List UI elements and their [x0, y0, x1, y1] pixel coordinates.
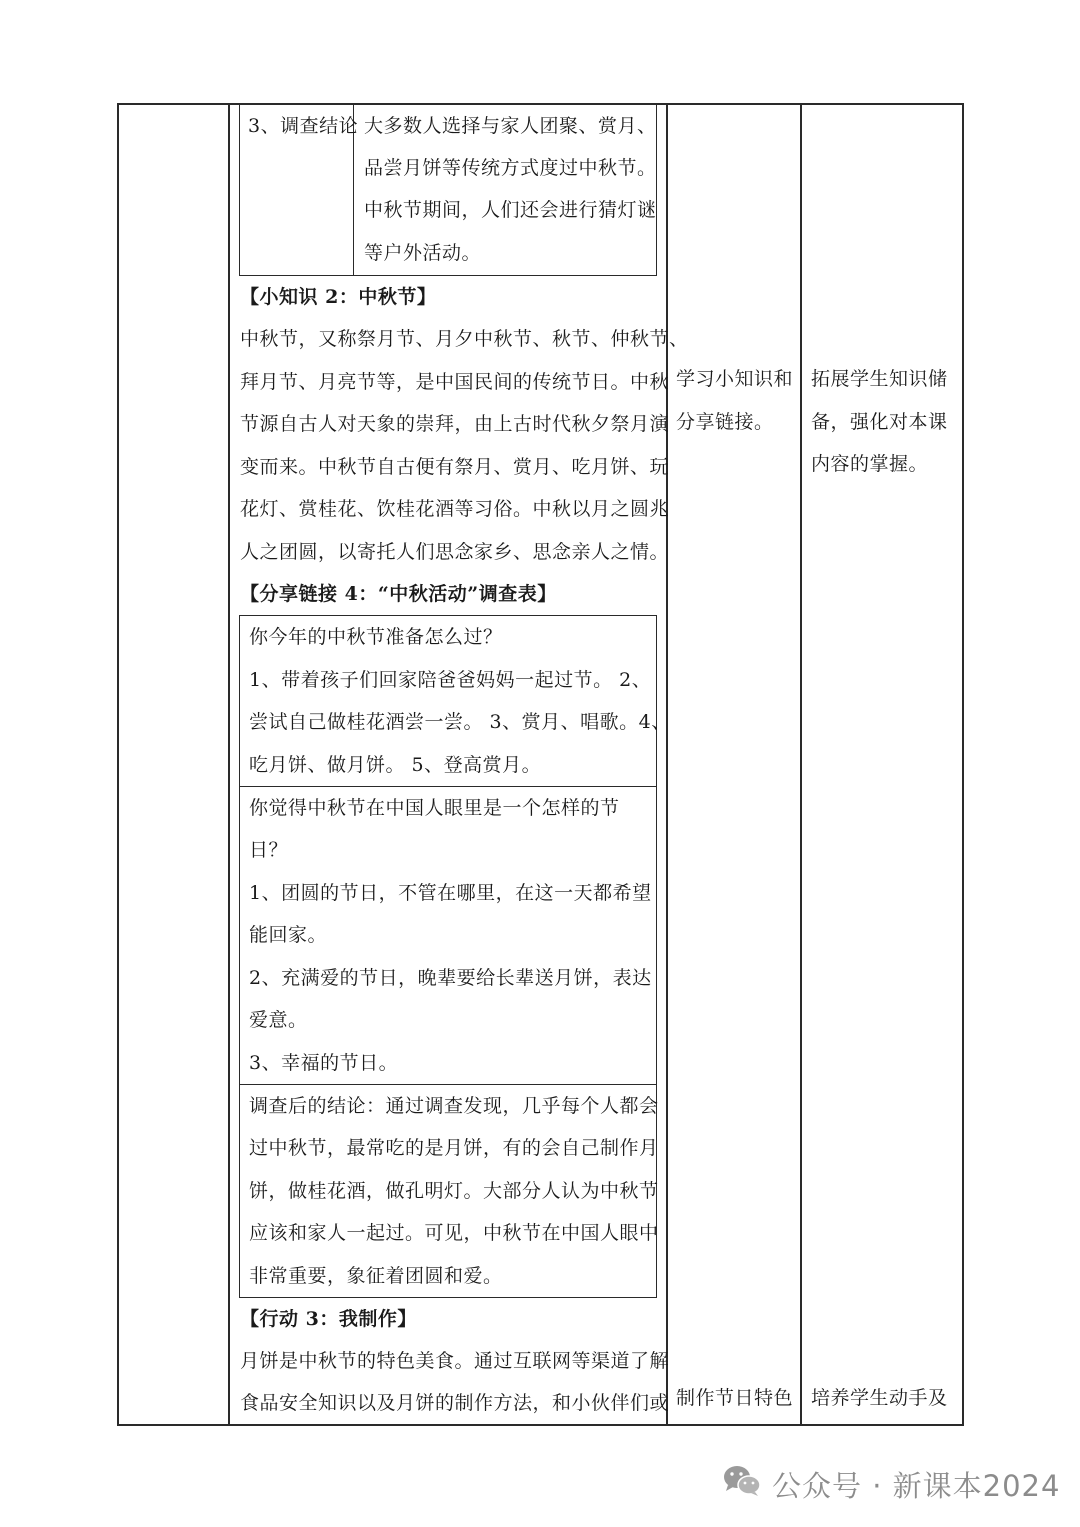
survey-line: 1、带着孩子们回家陪爸爸妈妈一起过节。 2、 [249, 669, 652, 691]
knowledge-line: 人之团圆，以寄托人们思念家乡、思念亲人之情。 [240, 541, 670, 563]
action-heading: 【行动 3：我制作】 [240, 1308, 417, 1330]
table-col-border-2 [228, 103, 230, 1425]
student-activity-line: 制作节日特色 [676, 1387, 794, 1409]
watermark [722, 1456, 1060, 1512]
survey-line: 你今年的中秋节准备怎么过？ [249, 626, 503, 648]
knowledge-heading: 【小知识 2：中秋节】 [240, 286, 437, 308]
share-heading: 【分享链接 4：“中秋活动”调查表】 [240, 583, 557, 605]
survey-line: 2、充满爱的节日，晚辈要给长辈送月饼，表达 [249, 967, 652, 989]
knowledge-line: 花灯、赏桂花、饮桂花酒等习俗。中秋以月之圆兆 [240, 498, 670, 520]
student-activity-line: 学习小知识和 [676, 368, 794, 390]
design-purpose-line: 培养学生动手及 [811, 1387, 948, 1409]
conclusion-label: 3、调查结论 [248, 115, 359, 137]
watermark-text: 公众号 · 新课本2024 [772, 1468, 1061, 1503]
action-line: 食品安全知识以及月饼的制作方法，和小伙伴们或 [240, 1392, 670, 1414]
wechat-icon [722, 1464, 762, 1505]
design-purpose-line: 内容的掌握。 [811, 453, 929, 475]
table-col-border-3 [666, 103, 668, 1425]
design-purpose-line: 备，强化对本课 [811, 411, 948, 433]
survey-line: 调查后的结论：通过调查发现，几乎每个人都会 [249, 1095, 659, 1117]
survey-line: 你觉得中秋节在中国人眼里是一个怎样的节 [249, 797, 620, 819]
table-col-border-5 [962, 103, 964, 1425]
survey-line: 非常重要，象征着团圆和爱。 [249, 1265, 503, 1287]
survey-line: 日？ [249, 839, 289, 861]
survey-line: 过中秋节，最常吃的是月饼，有的会自己制作月 [249, 1137, 659, 1159]
design-purpose-line: 拓展学生知识储 [811, 368, 948, 390]
survey-line: 能回家。 [249, 924, 328, 946]
survey-line: 应该和家人一起过。可见，中秋节在中国人眼中 [249, 1222, 659, 1244]
conclusion-line: 品尝月饼等传统方式度过中秋节。 [364, 157, 657, 179]
survey-line: 爱意。 [249, 1009, 308, 1031]
action-line: 月饼是中秋节的特色美食。通过互联网等渠道了解 [240, 1350, 670, 1372]
conclusion-line: 中秋节期间，人们还会进行猜灯谜 [364, 199, 657, 221]
knowledge-line: 拜月节、月亮节等，是中国民间的传统节日。中秋 [240, 371, 670, 393]
table-col-border-1 [117, 103, 119, 1425]
knowledge-line: 变而来。中秋节自古便有祭月、赏月、吃月饼、玩 [240, 456, 670, 478]
survey-line: 吃月饼、做月饼。 5、登高赏月。 [249, 754, 542, 776]
conclusion-line: 等户外活动。 [364, 242, 482, 264]
knowledge-line: 节源自古人对天象的崇拜，由上古时代秋夕祭月演 [240, 413, 670, 435]
survey-line: 尝试自己做桂花酒尝一尝。 3、赏月、唱歌。4、 [249, 711, 671, 733]
survey-line: 饼，做桂花酒，做孔明灯。大部分人认为中秋节 [249, 1180, 659, 1202]
knowledge-line: 中秋节，又称祭月节、月夕中秋节、秋节、仲秋节、 [240, 328, 689, 350]
table-col-border-4 [800, 103, 802, 1425]
survey-line: 1、团圆的节日，不管在哪里，在这一天都希望 [249, 882, 652, 904]
conclusion-line: 大多数人选择与家人团聚、赏月、 [364, 115, 657, 137]
survey-line: 3、幸福的节日。 [249, 1052, 399, 1074]
student-activity-line: 分享链接。 [676, 411, 774, 433]
